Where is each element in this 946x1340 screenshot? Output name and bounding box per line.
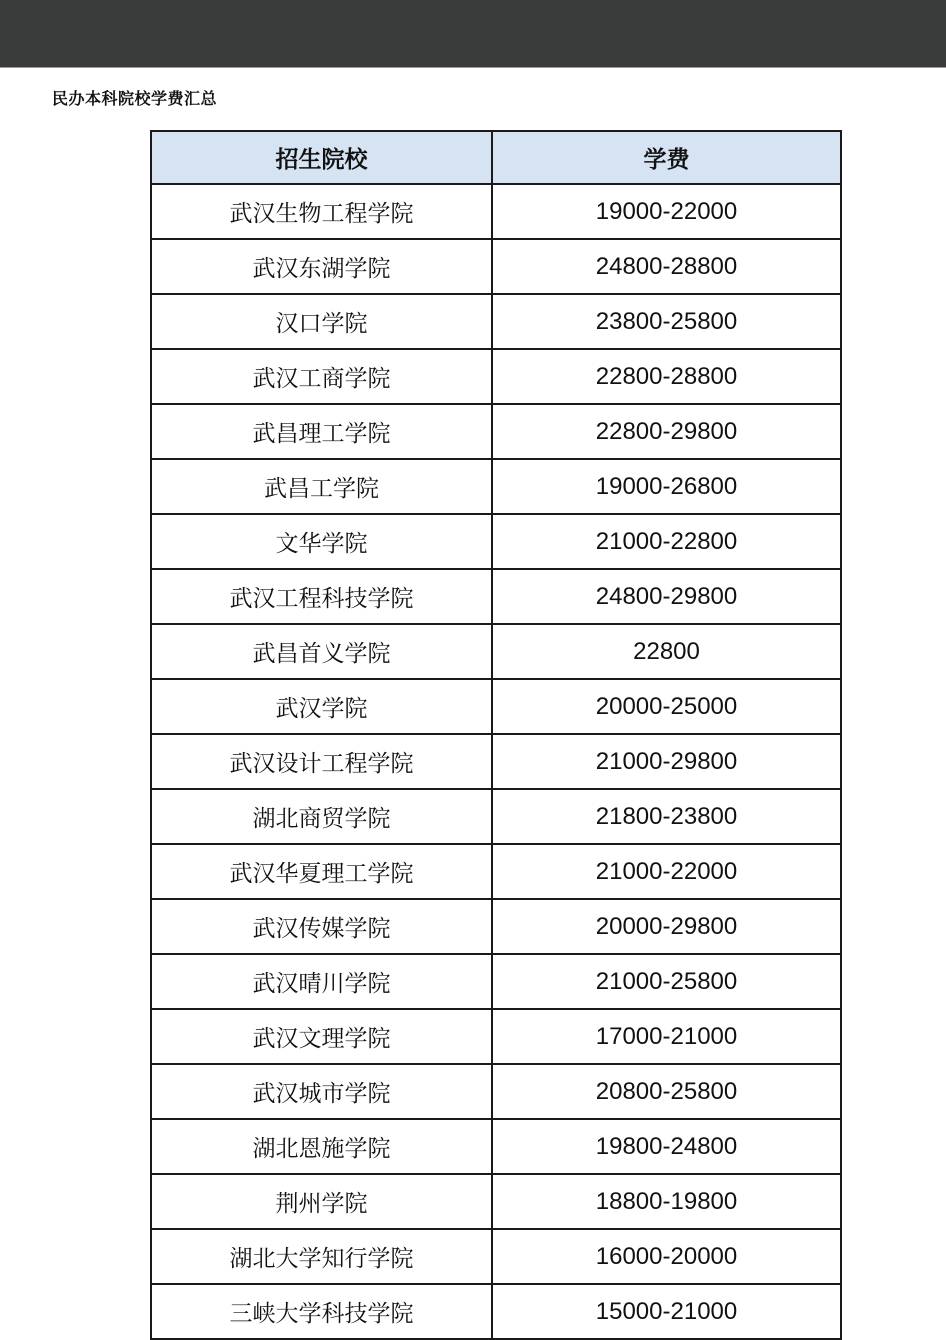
tuition-fee-cell: 24800-29800 — [492, 569, 841, 624]
tuition-fee-cell: 20000-25000 — [492, 679, 841, 734]
school-name-cell: 武汉传媒学院 — [151, 899, 492, 954]
table-row — [151, 1009, 841, 1064]
table-row — [151, 899, 841, 954]
tuition-fee-cell: 19000-22000 — [492, 184, 841, 239]
table-row — [151, 1064, 841, 1119]
school-name-cell: 汉口学院 — [151, 294, 492, 349]
school-name-cell: 湖北恩施学院 — [151, 1119, 492, 1174]
school-name-cell: 武汉文理学院 — [151, 1009, 492, 1064]
tuition-fee-cell: 17000-21000 — [492, 1009, 841, 1064]
table-row — [151, 1284, 841, 1339]
table-row — [151, 349, 841, 404]
table-row — [151, 1174, 841, 1229]
table-row — [151, 679, 841, 734]
table-row — [151, 844, 841, 899]
table-row — [151, 459, 841, 514]
school-name-cell: 文华学院 — [151, 514, 492, 569]
tuition-fee-cell: 21000-25800 — [492, 954, 841, 1009]
school-name-cell: 武汉工商学院 — [151, 349, 492, 404]
tuition-fee-cell: 16000-20000 — [492, 1229, 841, 1284]
table-row — [151, 954, 841, 1009]
school-name-cell: 武汉晴川学院 — [151, 954, 492, 1009]
top-toolbar — [0, 0, 946, 67]
table-row — [151, 734, 841, 789]
tuition-fee-cell: 20000-29800 — [492, 899, 841, 954]
tuition-fee-cell: 22800-29800 — [492, 404, 841, 459]
tuition-fee-cell: 21000-29800 — [492, 734, 841, 789]
tuition-fee-cell: 20800-25800 — [492, 1064, 841, 1119]
table-row — [151, 514, 841, 569]
tuition-fee-cell: 21000-22000 — [492, 844, 841, 899]
tuition-fee-cell: 21800-23800 — [492, 789, 841, 844]
table-row — [151, 239, 841, 294]
school-name-cell: 武汉生物工程学院 — [151, 184, 492, 239]
school-name-cell: 武汉华夏理工学院 — [151, 844, 492, 899]
school-name-cell: 武昌工学院 — [151, 459, 492, 514]
table-row — [151, 404, 841, 459]
table-row — [151, 624, 841, 679]
tuition-fee-cell: 22800 — [492, 624, 841, 679]
school-name-cell: 武汉东湖学院 — [151, 239, 492, 294]
school-name-cell: 荆州学院 — [151, 1174, 492, 1229]
school-name-cell: 武汉学院 — [151, 679, 492, 734]
table-row — [151, 294, 841, 349]
tuition-fee-cell: 22800-28800 — [492, 349, 841, 404]
document-title: 民办本科院校学费汇总 — [52, 89, 218, 108]
header-fee: 学费 — [492, 131, 841, 184]
school-name-cell: 三峡大学科技学院 — [151, 1284, 492, 1339]
school-name-cell: 武昌理工学院 — [151, 404, 492, 459]
tuition-fee-cell: 24800-28800 — [492, 239, 841, 294]
tuition-fee-cell: 15000-21000 — [492, 1284, 841, 1339]
tuition-fee-cell: 18800-19800 — [492, 1174, 841, 1229]
table-row — [151, 789, 841, 844]
school-name-cell: 湖北大学知行学院 — [151, 1229, 492, 1284]
school-name-cell: 武汉工程科技学院 — [151, 569, 492, 624]
table-body — [151, 184, 841, 1339]
school-name-cell: 湖北商贸学院 — [151, 789, 492, 844]
table-row — [151, 184, 841, 239]
tuition-fee-cell: 21000-22800 — [492, 514, 841, 569]
table-row — [151, 1229, 841, 1284]
table-header-row — [151, 131, 841, 184]
tuition-fee-cell: 23800-25800 — [492, 294, 841, 349]
tuition-fee-table — [150, 130, 842, 1340]
table-row — [151, 569, 841, 624]
tuition-fee-cell: 19800-24800 — [492, 1119, 841, 1174]
table-row — [151, 1119, 841, 1174]
school-name-cell: 武汉城市学院 — [151, 1064, 492, 1119]
tuition-fee-cell: 19000-26800 — [492, 459, 841, 514]
fee-table-container — [150, 130, 840, 1340]
header-school: 招生院校 — [151, 131, 492, 184]
toolbar-divider — [0, 67, 946, 68]
school-name-cell: 武昌首义学院 — [151, 624, 492, 679]
school-name-cell: 武汉设计工程学院 — [151, 734, 492, 789]
